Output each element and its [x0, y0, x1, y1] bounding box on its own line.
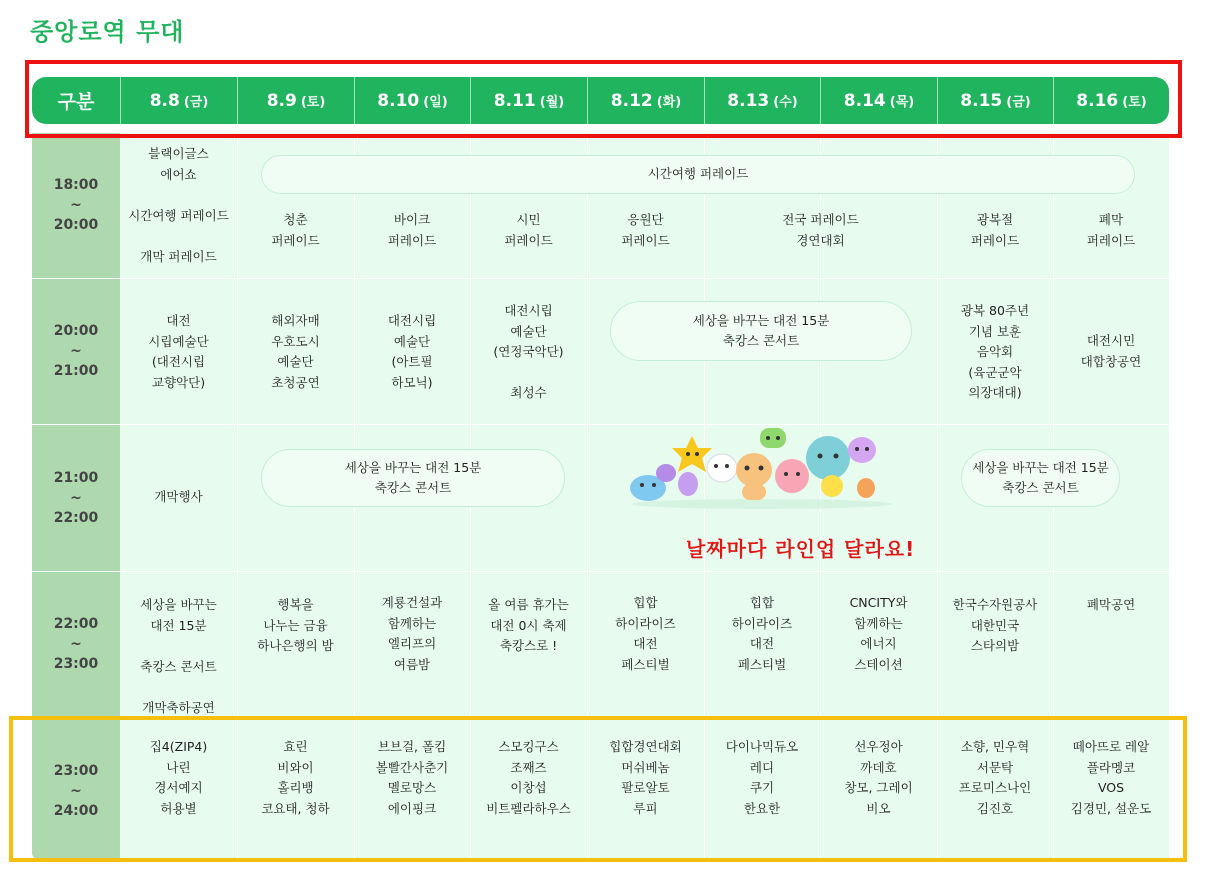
program-cell: 블랙이글스 에어쇼 시간여행 퍼레이드 개막 퍼레이드 — [128, 146, 229, 264]
time-slot: 22:00 ~ 23:00 — [53, 616, 99, 672]
header-date: 8.13 (수) — [704, 77, 820, 124]
program-cell: CNCITY와 함께하는 에너지 스테이션 — [849, 595, 908, 672]
program-cell: 폐막 퍼레이드 — [1086, 212, 1136, 248]
program-cell: 세상을 바꾸는 대전 15분 축캉스 콘서트 개막축하공연 — [140, 597, 217, 715]
program-cell: 대전시립 예술단 (연정국악단) 최성수 — [493, 303, 564, 400]
program-cell: 청춘 퍼레이드 — [271, 212, 320, 248]
program-cell: 집4(ZIP4) 나린 경서예지 허용별 — [149, 739, 208, 816]
program-cell: 올 여름 휴가는 대전 0시 축제 축캉스로 ! — [488, 597, 569, 653]
program-cell: 광복절 퍼레이드 — [970, 212, 1020, 248]
program-cell: 개막행사 — [154, 489, 203, 504]
program-cell: 대전시민 대합창공연 — [1080, 333, 1142, 369]
program-cell: 바이크 퍼레이드 — [387, 212, 437, 248]
program-cell: 한국수자원공사 대한민국 스타의밤 — [952, 597, 1038, 653]
program-cell: 떼아뜨로 레알 플라멩코 VOS 김경민, 설운도 — [1070, 739, 1152, 816]
program-cell: 효린 비와이 홀리뱅 코요태, 청하 — [261, 739, 330, 816]
header-date: 8.11 (월) — [470, 77, 587, 124]
program-cell: 다이나믹듀오 레디 쿠기 한요한 — [725, 739, 799, 816]
program-cell: 응원단 퍼레이드 — [621, 212, 670, 248]
header-date: 8.9 (토) — [237, 77, 354, 124]
program-cell: 브브걸, 폴킴 볼빨간사춘기 멜로망스 에이핑크 — [375, 739, 449, 816]
header-date: 8.12 (화) — [587, 77, 704, 124]
time-slot: 21:00 ~ 22:00 — [53, 470, 99, 526]
header-highlight-box — [25, 60, 1182, 138]
time-slot: 20:00 ~ 21:00 — [53, 323, 99, 379]
header-date: 8.10 (일) — [354, 77, 470, 124]
program-cell: 계룡건설과 함께하는 엘리프의 여름밤 — [381, 595, 443, 672]
time-slot: 18:00 ~ 20:00 — [53, 177, 99, 233]
header-date: 8.16 (토) — [1053, 77, 1169, 124]
program-cell: 대전시립 예술단 (아트필 하모닉) — [387, 313, 437, 390]
time-slot: 23:00 ~ 24:00 — [53, 763, 99, 819]
program-cell: 해외자매 우호도시 예술단 초청공연 — [271, 313, 320, 390]
header-date: 8.15 (금) — [937, 77, 1053, 124]
program-cell: 광복 80주년 기념 보훈 음악회 (육군군악 의장대대) — [960, 303, 1030, 400]
header-date: 8.14 (목) — [820, 77, 937, 124]
program-cell: 전국 퍼레이드 경연대회 — [782, 212, 859, 248]
program-span-pill: 세상을 바꾸는 대전 15분 축캉스 콘서트 — [261, 449, 565, 507]
program-cell: 폐막공연 — [1086, 597, 1136, 612]
program-cell: 소향, 민우혁 서문탁 프로미스나인 김진호 — [958, 739, 1032, 816]
program-span-pill: 세상을 바꾸는 대전 15분 축캉스 콘서트 — [610, 301, 912, 361]
program-cell: 힙합경연대회 머쉬베놈 팔로알토 루피 — [609, 739, 682, 816]
program-cell: 선우정아 까데호 창모, 그레이 비오 — [844, 739, 913, 816]
header-corner: 구분 — [57, 91, 95, 113]
program-span-pill: 세상을 바꾸는 대전 15분 축캉스 콘서트 — [961, 449, 1120, 507]
lineup-highlight-box — [9, 716, 1187, 862]
lineup-notice: 날짜마다 라인업 달라요! — [686, 537, 916, 561]
program-cell: 스모킹구스 조째즈 이창섭 비트펠라하우스 — [486, 739, 571, 816]
program-cell: 대전 시립예술단 (대전시립 교향악단) — [148, 313, 209, 390]
program-span-pill: 시간여행 퍼레이드 — [261, 155, 1135, 194]
program-cell: 힙합 하이라이즈 대전 페스티벌 — [615, 595, 676, 672]
mascot-illustration — [626, 418, 898, 510]
program-cell: 행복을 나누는 금융 하나은행의 밤 — [257, 597, 334, 653]
program-cell: 힙합 하이라이즈 대전 페스티벌 — [731, 595, 793, 672]
header-date: 8.8 (금) — [120, 77, 237, 124]
page-title: 중앙로역 무대 — [30, 18, 185, 46]
program-cell: 시민 퍼레이드 — [504, 212, 553, 248]
